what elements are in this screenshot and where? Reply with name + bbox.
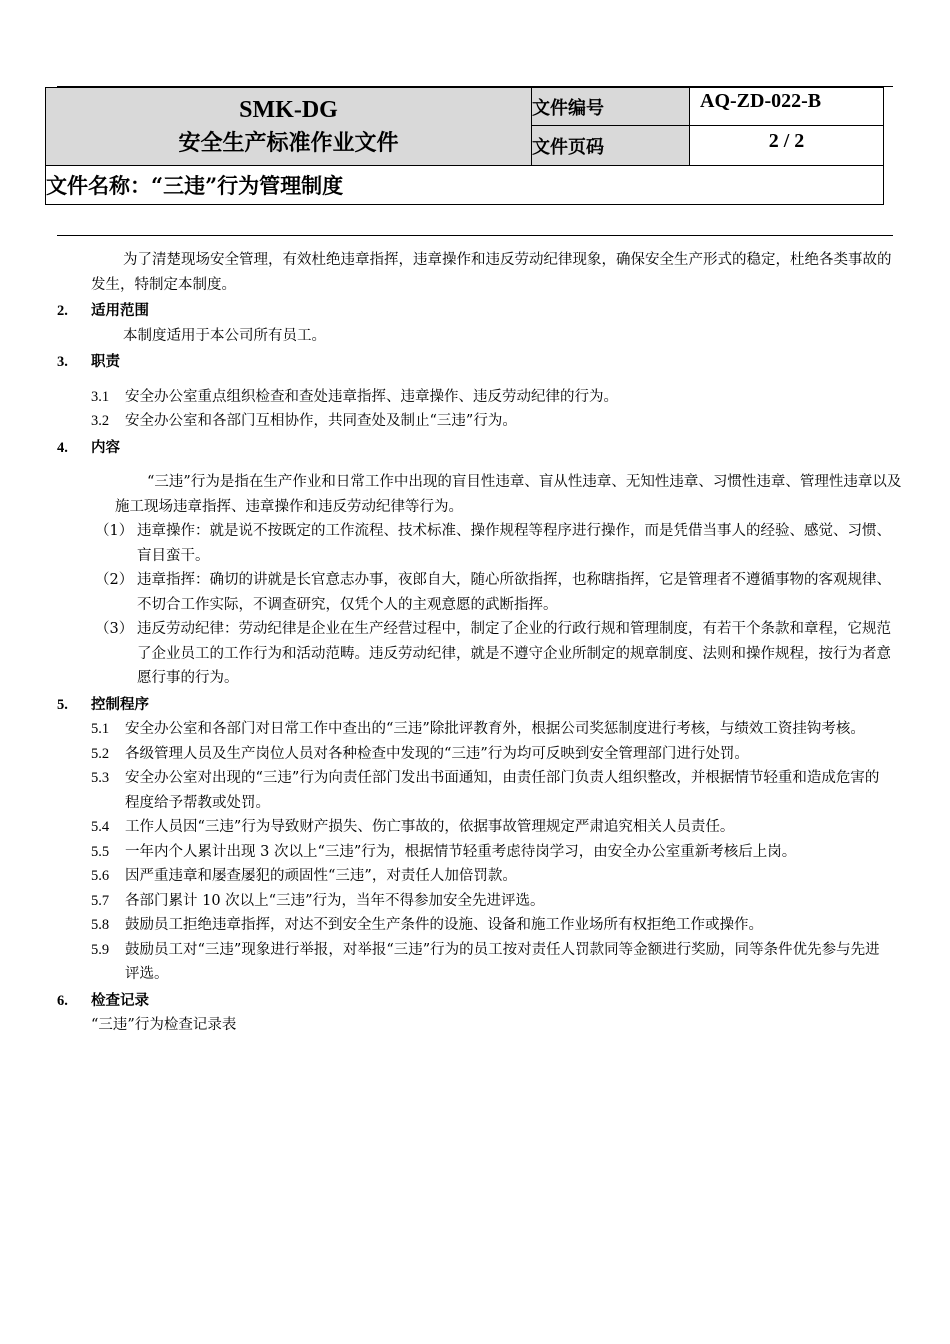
section-content-heading (57, 436, 905, 461)
item-number: 3.1 (91, 388, 110, 405)
item-text: 各级管理人员及生产岗位人员对各种检查中发现的“三违”行为均可反映到安全管理部门进行处罚。 (125, 745, 749, 762)
list-item (57, 717, 905, 742)
item-number: 5.9 (91, 941, 110, 958)
document-body (57, 248, 905, 1038)
item-text: 工作人员因“三违”行为导致财产损失、伤亡事故的，依据事故管理规定严肃追究相关人员责任。 (125, 819, 735, 835)
list-item (57, 617, 905, 691)
list-item (57, 385, 905, 410)
section-records-heading (57, 989, 905, 1014)
item-text: 鼓励员工对“三违”现象进行举报，对举报“三违”行为的员工按对责任人罚款同等金额进行奖励，同等条件优先参与先进评选。 (125, 941, 880, 982)
company-cell (46, 88, 532, 166)
section-title: 内容 (91, 438, 120, 456)
list-item (57, 938, 905, 987)
company-name: SMK-DG (239, 96, 338, 123)
doc-number-value: AQ-ZD-022-B (690, 88, 884, 126)
section-number: 2. (57, 303, 68, 319)
item-text: 安全办公室和各部门互相协作，共同查处及制止“三违”行为。 (125, 413, 517, 429)
header-bottom-rule (57, 235, 893, 236)
item-number: 3.2 (91, 413, 110, 429)
records-text: “三违”行为检查记录表 (91, 1017, 237, 1033)
page-label: 文件页码 (532, 126, 690, 166)
intro-paragraph: 为了清楚现场安全管理，有效杜绝违章指挥，违章操作和违反劳动纪律现象，确保安全生产形式的稳定，杜绝各类事故的发生，特制定本制度。 (91, 252, 892, 293)
item-text: 违章指挥：确切的讲就是长官意志办事，夜郎自大，随心所欲指挥，也称瞎指挥，它是管理者不遵循事物的客观规律、不切合工作实际，不调查研究，仅凭个人的主观意愿的武断指挥。 (137, 572, 891, 613)
item-number: （3） (95, 621, 134, 637)
page-value: 2 / 2 (690, 126, 884, 166)
item-text: 安全办公室重点组织检查和查处违章指挥、违章操作、违反劳动纪律的行为。 (125, 388, 618, 405)
item-number: 5.5 (91, 843, 110, 860)
item-text: 因严重违章和屡查屡犯的顽固性“三违”，对责任人加倍罚款。 (125, 868, 517, 884)
item-number: 5.7 (91, 892, 110, 909)
section-number: 3. (57, 354, 68, 370)
list-item (57, 840, 905, 865)
list-item (57, 913, 905, 938)
item-number: 5.1 (91, 721, 110, 737)
section-scope-heading (57, 299, 905, 324)
section-number: 5. (57, 696, 68, 713)
item-text: 各部门累计 10 次以上“三违”行为，当年不得参加安全先进评选。 (125, 892, 545, 909)
section-number: 4. (57, 439, 68, 456)
item-text: 违章操作：就是说不按既定的工作流程、技术标准、操作规程等程序进行操作，而是凭借当事人的经验、感觉、习惯、盲目蛮干。 (137, 523, 891, 564)
item-text: 安全办公室对出现的“三违”行为向责任部门发出书面通知，由责任部门负责人组织整改，并根据情节轻重和造成危害的程度给予帮教或处罚。 (125, 770, 880, 811)
item-number: 5.3 (91, 770, 110, 786)
document-type-title: 安全生产标准作业文件 (178, 129, 399, 156)
item-number: 5.8 (91, 917, 110, 933)
section-title: 检查记录 (91, 991, 149, 1009)
item-text: 违反劳动纪律：劳动纪律是企业在生产经营过程中，制定了企业的行政行规和管理制度，有若干个条款和章程，它规范了企业员工的工作行为和活动范畴。违反劳动纪律，就是不遵守企业所制定的规章制度、法则和操作规程，按行为者意愿行事的行为。 (137, 621, 891, 686)
item-number: 5.6 (91, 868, 110, 884)
item-text: 鼓励员工拒绝违章指挥，对达不到安全生产条件的设施、设备和施工作业场所有权拒绝工作或操作。 (125, 917, 763, 933)
section-number: 6. (57, 992, 68, 1009)
item-text: 一年内个人累计出现 3 次以上“三违”行为，根据情节轻重考虑待岗学习，由安全办公室重新考核后上岗。 (125, 843, 797, 860)
document-name: 文件名称：“三违”行为管理制度 (46, 166, 884, 205)
item-text: 安全办公室和各部门对日常工作中查出的“三违”除批评教育外，根据公司奖惩制度进行考核，与绩效工资挂钩考核。 (125, 721, 865, 737)
item-number: 5.4 (91, 819, 110, 835)
document-header-table (45, 87, 884, 205)
list-item (57, 742, 905, 767)
list-item (57, 766, 905, 815)
list-item (57, 519, 905, 568)
list-item (57, 568, 905, 617)
scope-text: 本制度适用于本公司所有员工。 (123, 327, 326, 344)
section-title: 控制程序 (91, 695, 149, 713)
section-title: 适用范围 (91, 302, 149, 319)
doc-number-label: 文件编号 (532, 88, 690, 126)
item-number: （2） (95, 572, 134, 588)
list-item (57, 864, 905, 889)
list-item (57, 889, 905, 914)
content-intro: “三违”行为是指在生产作业和日常工作中出现的盲目性违章、盲从性违章、无知性违章、习惯性违章、管理性违章以及施工现场违章指挥、违章操作和违反劳动纪律等行为。 (115, 474, 902, 515)
item-number: （1） (95, 523, 134, 539)
list-item (57, 815, 905, 840)
section-duty-heading (57, 350, 905, 375)
section-title: 职责 (91, 353, 120, 370)
section-control-heading (57, 693, 905, 718)
item-number: 5.2 (91, 745, 110, 762)
list-item (57, 409, 905, 434)
